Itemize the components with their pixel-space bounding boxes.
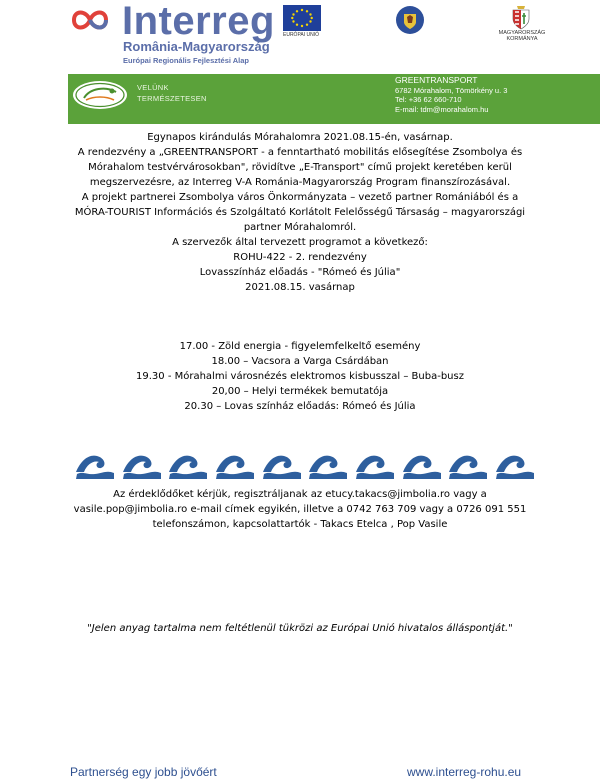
intro-line: partner Mórahalomról. [243, 222, 357, 233]
slogan-line-1: VELÜNK [137, 83, 169, 92]
wave-icon [402, 448, 442, 480]
wave-icon [262, 448, 302, 480]
interreg-fund: Európai Regionális Fejlesztési Alap [123, 56, 250, 65]
disclaimer: "Jelen anyag tartalma nem feltétlenül tükrözi az Európai Unió hivatalos álláspontját." [87, 623, 513, 634]
greentransport-logo-icon [72, 80, 128, 110]
footer-website-link[interactable]: www.interreg-rohu.eu [407, 765, 522, 779]
interreg-title: Interreg [122, 0, 275, 43]
intro-line: ROHU-422 - 2. rendezvény [233, 252, 367, 263]
banner-contact [395, 76, 507, 114]
program-item: 20.30 – Lovas színház előadás: Rómeó és Júlia [184, 401, 416, 412]
wave-icon [168, 448, 208, 480]
intro-line: Egynapos kirándulás Mórahalomra 2021.08.15-én, vasárnap. [147, 132, 453, 143]
waves-divider [75, 448, 535, 480]
program-item: 18.00 – Vacsora a Varga Csárdában [211, 356, 389, 367]
wave-icon [215, 448, 255, 480]
banner-org: GREENTRANSPORT [395, 75, 478, 85]
intro-line: Lovasszínház előadás - "Rómeó és Júlia" [199, 267, 401, 278]
banner-email[interactable]: E-mail: tdm@morahalom.hu [395, 104, 489, 114]
eu-flag-icon [283, 5, 321, 31]
intro-line: A szervezők által tervezett programot a következő: [172, 237, 428, 248]
wave-icon [75, 448, 115, 480]
program-list [40, 339, 560, 414]
intro-line: MÓRA-TOURIST Információs és Szolgáltató Korlátolt Felelősségű Társaság – magyarországi [74, 207, 526, 218]
footer-slogan: Partnerség egy jobb jövőért [70, 765, 217, 779]
program-item: 20,00 – Helyi termékek bemutatója [211, 386, 389, 397]
program-item: 19.30 - Mórahalmi városnézés elektromos kisbusszal – Buba-busz [136, 371, 464, 382]
intro-line: megszervezésre, az Interreg V-A Románia-Magyarország Program finanszírozásával. [89, 177, 511, 188]
romania-crest-icon [395, 5, 425, 35]
hungary-gov-label: MAGYARORSZÁG KORMÁNYA [498, 30, 546, 42]
banner-phone: Tel: +36 62 660-710 [395, 95, 462, 104]
contact-text [40, 487, 560, 532]
intro-line: Mórahalom testvérvárosokban", rövidítve „E-Transport" című projekt keretében kerül [88, 162, 512, 173]
hungary-crest-icon [510, 4, 532, 30]
banner-slogan [137, 82, 207, 104]
interreg-logo-icon [70, 6, 110, 34]
contact-line: Az érdeklődőket kérjük, regisztráljanak az etucy.takacs@jimbolia.ro vagy a [113, 489, 487, 500]
intro-line: A rendezvény a „GREENTRANSPORT - a fenntartható mobilitás elősegítése Zsombolya és [77, 147, 523, 158]
wave-icon [355, 448, 395, 480]
intro-line: 2021.08.15. vasárnap [245, 282, 355, 293]
wave-icon [308, 448, 348, 480]
intro-line: A projekt partnerei Zsombolya város Önkormányzata – vezető partner Romániából és a [81, 192, 519, 203]
slogan-line-2: TERMÉSZETESEN [137, 94, 207, 103]
wave-icon [448, 448, 488, 480]
contact-line: telefonszámon, kapcsolattartók - Takacs Etelca , Pop Vasile [152, 519, 448, 530]
intro-text [40, 130, 560, 295]
eu-label: EURÓPAI UNIÓ [283, 32, 320, 38]
wave-icon [495, 448, 535, 480]
program-item: 17.00 - Zöld energia - figyelemfelkeltő esemény [179, 341, 421, 352]
contact-line: vasile.pop@jimbolia.ro e-mail címek egyikén, illetve a 0742 763 709 vagy a 0726 091 551 [73, 504, 527, 515]
interreg-subtitle: România-Magyarország [123, 39, 270, 54]
banner-address: 6782 Mórahalom, Tömörkény u. 3 [395, 85, 508, 95]
wave-icon [122, 448, 162, 480]
